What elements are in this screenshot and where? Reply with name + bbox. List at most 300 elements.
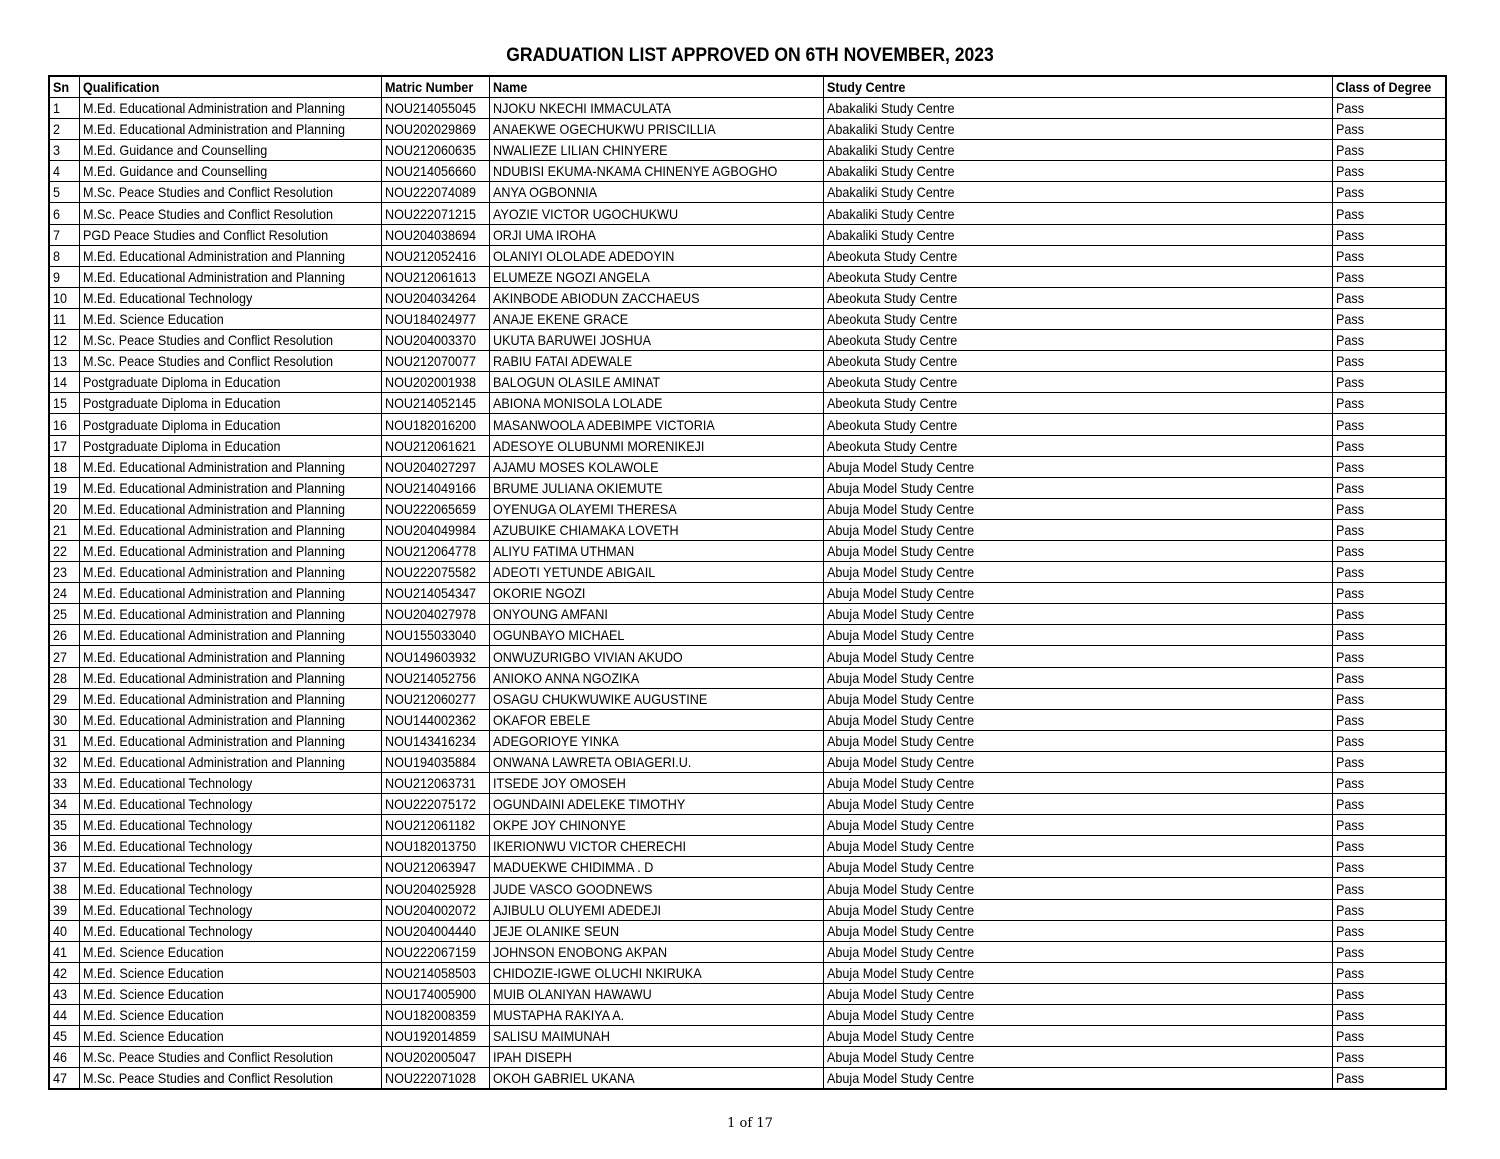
cell-name: RABIU FATAI ADEWALE [489,351,823,372]
cell-class-of-degree: Pass [1332,709,1446,730]
table-row [49,667,1446,688]
cell-study-centre: Abakaliki Study Centre [823,182,1332,203]
cell-class-of-degree: Pass [1332,751,1446,772]
table-row [49,604,1446,625]
table-row [49,646,1446,667]
cell-qualification: Postgraduate Diploma in Education [79,414,381,435]
cell-name: NWALIEZE LILIAN CHINYERE [489,140,823,161]
cell-sn: 37 [49,857,79,878]
table-row [49,1047,1446,1068]
table-row [49,287,1446,308]
cell-sn: 1 [49,98,79,119]
cell-class-of-degree: Pass [1332,119,1446,140]
cell-class-of-degree: Pass [1332,477,1446,498]
cell-class-of-degree: Pass [1332,245,1446,266]
cell-class-of-degree: Pass [1332,941,1446,962]
cell-class-of-degree: Pass [1332,794,1446,815]
cell-sn: 25 [49,604,79,625]
cell-name: ALIYU FATIMA UTHMAN [489,540,823,561]
cell-name: OYENUGA OLAYEMI THERESA [489,498,823,519]
cell-sn: 9 [49,266,79,287]
cell-name: BRUME JULIANA OKIEMUTE [489,477,823,498]
cell-class-of-degree: Pass [1332,1005,1446,1026]
cell-sn: 26 [49,625,79,646]
cell-matric-number: NOU214055045 [381,98,489,119]
cell-class-of-degree: Pass [1332,773,1446,794]
table-row [49,1068,1446,1090]
cell-qualification: M.Ed. Educational Administration and Planning [79,245,381,266]
page-number: 1 of 17 [727,1116,773,1131]
cell-name: AZUBUIKE CHIAMAKA LOVETH [489,519,823,540]
cell-study-centre: Abuja Model Study Centre [823,730,1332,751]
cell-matric-number: NOU194035884 [381,751,489,772]
cell-name: MUIB OLANIYAN HAWAWU [489,983,823,1004]
cell-study-centre: Abuja Model Study Centre [823,646,1332,667]
cell-class-of-degree: Pass [1332,519,1446,540]
cell-sn: 44 [49,1005,79,1026]
table-row [49,372,1446,393]
cell-sn: 24 [49,583,79,604]
cell-matric-number: NOU192014859 [381,1026,489,1047]
cell-sn: 28 [49,667,79,688]
cell-study-centre: Abakaliki Study Centre [823,203,1332,224]
cell-qualification: M.Ed. Science Education [79,1026,381,1047]
table-row [49,773,1446,794]
column-header-sn: Sn [49,76,79,98]
column-header-name: Name [489,76,823,98]
cell-study-centre: Abuja Model Study Centre [823,667,1332,688]
column-header-study-centre: Study Centre [823,76,1332,98]
cell-name: MUSTAPHA RAKIYA A. [489,1005,823,1026]
cell-name: OKOH GABRIEL UKANA [489,1068,823,1090]
cell-matric-number: NOU214058503 [381,962,489,983]
cell-qualification: M.Ed. Educational Administration and Planning [79,709,381,730]
table-row [49,519,1446,540]
cell-sn: 5 [49,182,79,203]
cell-study-centre: Abeokuta Study Centre [823,393,1332,414]
cell-study-centre: Abuja Model Study Centre [823,583,1332,604]
cell-matric-number: NOU174005900 [381,983,489,1004]
cell-matric-number: NOU202029869 [381,119,489,140]
cell-name: ONWUZURIGBO VIVIAN AKUDO [489,646,823,667]
table-row [49,857,1446,878]
cell-qualification: M.Ed. Educational Administration and Planning [79,498,381,519]
cell-name: SALISU MAIMUNAH [489,1026,823,1047]
cell-sn: 20 [49,498,79,519]
cell-sn: 3 [49,140,79,161]
cell-study-centre: Abuja Model Study Centre [823,962,1332,983]
cell-matric-number: NOU222074089 [381,182,489,203]
table-row [49,540,1446,561]
cell-study-centre: Abuja Model Study Centre [823,1068,1332,1090]
cell-sn: 23 [49,562,79,583]
cell-class-of-degree: Pass [1332,203,1446,224]
cell-name: AJAMU MOSES KOLAWOLE [489,456,823,477]
cell-study-centre: Abuja Model Study Centre [823,625,1332,646]
table-row [49,941,1446,962]
cell-class-of-degree: Pass [1332,583,1446,604]
cell-matric-number: NOU212060277 [381,688,489,709]
cell-class-of-degree: Pass [1332,308,1446,329]
table-row [49,98,1446,119]
cell-name: ABIONA MONISOLA LOLADE [489,393,823,414]
cell-sn: 35 [49,815,79,836]
cell-qualification: M.Ed. Educational Technology [79,878,381,899]
cell-matric-number: NOU149603932 [381,646,489,667]
cell-qualification: M.Ed. Educational Technology [79,899,381,920]
cell-class-of-degree: Pass [1332,161,1446,182]
table-row [49,351,1446,372]
cell-name: OLANIYI OLOLADE ADEDOYIN [489,245,823,266]
cell-qualification: M.Ed. Educational Administration and Planning [79,646,381,667]
cell-sn: 40 [49,920,79,941]
cell-qualification: M.Sc. Peace Studies and Conflict Resolution [79,203,381,224]
cell-class-of-degree: Pass [1332,224,1446,245]
cell-name: ITSEDE JOY OMOSEH [489,773,823,794]
table-row [49,920,1446,941]
cell-matric-number: NOU212063731 [381,773,489,794]
cell-qualification: M.Sc. Peace Studies and Conflict Resolution [79,351,381,372]
cell-name: AKINBODE ABIODUN ZACCHAEUS [489,287,823,308]
cell-name: OKORIE NGOZI [489,583,823,604]
cell-sn: 19 [49,477,79,498]
cell-study-centre: Abuja Model Study Centre [823,477,1332,498]
cell-name: JEJE OLANIKE SEUN [489,920,823,941]
cell-sn: 13 [49,351,79,372]
cell-qualification: M.Ed. Science Education [79,308,381,329]
cell-class-of-degree: Pass [1332,1047,1446,1068]
table-row [49,730,1446,751]
cell-qualification: M.Sc. Peace Studies and Conflict Resolution [79,330,381,351]
column-header-class-of-degree: Class of Degree [1332,76,1446,98]
cell-qualification: M.Ed. Educational Administration and Planning [79,540,381,561]
cell-class-of-degree: Pass [1332,815,1446,836]
cell-qualification: M.Ed. Educational Technology [79,920,381,941]
cell-matric-number: NOU202005047 [381,1047,489,1068]
cell-sn: 33 [49,773,79,794]
cell-matric-number: NOU204027297 [381,456,489,477]
cell-qualification: M.Ed. Science Education [79,983,381,1004]
cell-class-of-degree: Pass [1332,414,1446,435]
cell-sn: 17 [49,435,79,456]
cell-matric-number: NOU204038694 [381,224,489,245]
table-row [49,245,1446,266]
cell-sn: 18 [49,456,79,477]
cell-study-centre: Abeokuta Study Centre [823,351,1332,372]
cell-qualification: M.Ed. Educational Administration and Planning [79,456,381,477]
table-row [49,794,1446,815]
cell-name: OGUNBAYO MICHAEL [489,625,823,646]
cell-name: ANYA OGBONNIA [489,182,823,203]
cell-qualification: M.Ed. Educational Technology [79,815,381,836]
cell-class-of-degree: Pass [1332,878,1446,899]
cell-qualification: M.Ed. Educational Administration and Planning [79,98,381,119]
table-row [49,562,1446,583]
cell-study-centre: Abuja Model Study Centre [823,456,1332,477]
column-header-matric-number: Matric Number [381,76,489,98]
cell-study-centre: Abuja Model Study Centre [823,836,1332,857]
cell-qualification: M.Ed. Educational Technology [79,857,381,878]
table-row [49,498,1446,519]
cell-qualification: M.Ed. Educational Technology [79,773,381,794]
table-row [49,266,1446,287]
cell-class-of-degree: Pass [1332,372,1446,393]
cell-sn: 14 [49,372,79,393]
table-row [49,435,1446,456]
cell-study-centre: Abuja Model Study Centre [823,540,1332,561]
cell-qualification: Postgraduate Diploma in Education [79,372,381,393]
table-row [49,1026,1446,1047]
cell-qualification: M.Sc. Peace Studies and Conflict Resolution [79,1047,381,1068]
cell-qualification: M.Sc. Peace Studies and Conflict Resolution [79,182,381,203]
cell-study-centre: Abuja Model Study Centre [823,941,1332,962]
cell-matric-number: NOU222075582 [381,562,489,583]
table-row [49,962,1446,983]
cell-name: ADEGORIOYE YINKA [489,730,823,751]
table-row [49,878,1446,899]
cell-qualification: Postgraduate Diploma in Education [79,393,381,414]
cell-sn: 21 [49,519,79,540]
cell-study-centre: Abuja Model Study Centre [823,604,1332,625]
cell-sn: 22 [49,540,79,561]
cell-qualification: M.Ed. Educational Technology [79,794,381,815]
cell-name: ELUMEZE NGOZI ANGELA [489,266,823,287]
table-row [49,836,1446,857]
cell-matric-number: NOU202001938 [381,372,489,393]
cell-study-centre: Abuja Model Study Centre [823,983,1332,1004]
table-row [49,688,1446,709]
cell-matric-number: NOU182016200 [381,414,489,435]
table-row [49,1005,1446,1026]
cell-sn: 16 [49,414,79,435]
cell-qualification: M.Ed. Educational Administration and Planning [79,604,381,625]
cell-class-of-degree: Pass [1332,351,1446,372]
cell-matric-number: NOU182013750 [381,836,489,857]
cell-qualification: M.Sc. Peace Studies and Conflict Resolution [79,1068,381,1090]
cell-matric-number: NOU222075172 [381,794,489,815]
cell-sn: 42 [49,962,79,983]
cell-name: ORJI UMA IROHA [489,224,823,245]
cell-sn: 39 [49,899,79,920]
cell-qualification: M.Ed. Educational Administration and Planning [79,562,381,583]
cell-class-of-degree: Pass [1332,646,1446,667]
cell-study-centre: Abuja Model Study Centre [823,857,1332,878]
cell-name: IKERIONWU VICTOR CHERECHI [489,836,823,857]
cell-sn: 11 [49,308,79,329]
cell-matric-number: NOU214056660 [381,161,489,182]
table-row [49,456,1446,477]
cell-matric-number: NOU204049984 [381,519,489,540]
cell-study-centre: Abuja Model Study Centre [823,1005,1332,1026]
cell-sn: 10 [49,287,79,308]
cell-qualification: M.Ed. Educational Administration and Planning [79,730,381,751]
table-header-row [49,76,1446,98]
cell-qualification: M.Ed. Educational Administration and Planning [79,583,381,604]
table-row [49,625,1446,646]
cell-class-of-degree: Pass [1332,266,1446,287]
cell-qualification: M.Ed. Educational Administration and Planning [79,519,381,540]
cell-name: MADUEKWE CHIDIMMA . D [489,857,823,878]
table-row [49,203,1446,224]
cell-name: ANAEKWE OGECHUKWU PRISCILLIA [489,119,823,140]
cell-name: OKPE JOY CHINONYE [489,815,823,836]
cell-study-centre: Abakaliki Study Centre [823,224,1332,245]
table-row [49,182,1446,203]
cell-matric-number: NOU144002362 [381,709,489,730]
cell-name: OKAFOR EBELE [489,709,823,730]
cell-name: BALOGUN OLASILE AMINAT [489,372,823,393]
cell-study-centre: Abuja Model Study Centre [823,751,1332,772]
cell-sn: 43 [49,983,79,1004]
cell-matric-number: NOU155033040 [381,625,489,646]
cell-class-of-degree: Pass [1332,182,1446,203]
cell-name: NJOKU NKECHI IMMACULATA [489,98,823,119]
cell-name: ADEOTI YETUNDE ABIGAIL [489,562,823,583]
cell-study-centre: Abeokuta Study Centre [823,245,1332,266]
cell-sn: 47 [49,1068,79,1090]
cell-study-centre: Abuja Model Study Centre [823,773,1332,794]
cell-matric-number: NOU214052756 [381,667,489,688]
cell-matric-number: NOU212052416 [381,245,489,266]
cell-class-of-degree: Pass [1332,899,1446,920]
cell-study-centre: Abeokuta Study Centre [823,308,1332,329]
cell-study-centre: Abuja Model Study Centre [823,920,1332,941]
cell-sn: 6 [49,203,79,224]
cell-matric-number: NOU212063947 [381,857,489,878]
cell-matric-number: NOU182008359 [381,1005,489,1026]
cell-study-centre: Abeokuta Study Centre [823,414,1332,435]
cell-sn: 8 [49,245,79,266]
cell-sn: 41 [49,941,79,962]
cell-study-centre: Abakaliki Study Centre [823,161,1332,182]
cell-sn: 27 [49,646,79,667]
cell-matric-number: NOU222071028 [381,1068,489,1090]
cell-qualification: M.Ed. Educational Administration and Planning [79,667,381,688]
cell-class-of-degree: Pass [1332,1068,1446,1090]
cell-sn: 45 [49,1026,79,1047]
cell-matric-number: NOU212060635 [381,140,489,161]
cell-class-of-degree: Pass [1332,962,1446,983]
cell-name: ADESOYE OLUBUNMI MORENIKEJI [489,435,823,456]
cell-matric-number: NOU204025928 [381,878,489,899]
cell-qualification: M.Ed. Science Education [79,962,381,983]
table-row [49,140,1446,161]
cell-study-centre: Abuja Model Study Centre [823,899,1332,920]
cell-name: UKUTA BARUWEI JOSHUA [489,330,823,351]
cell-class-of-degree: Pass [1332,667,1446,688]
cell-sn: 31 [49,730,79,751]
cell-matric-number: NOU212070077 [381,351,489,372]
cell-sn: 7 [49,224,79,245]
cell-class-of-degree: Pass [1332,456,1446,477]
table-row [49,899,1446,920]
cell-study-centre: Abakaliki Study Centre [823,98,1332,119]
table-row [49,393,1446,414]
cell-matric-number: NOU204004440 [381,920,489,941]
cell-qualification: Postgraduate Diploma in Education [79,435,381,456]
cell-class-of-degree: Pass [1332,688,1446,709]
cell-study-centre: Abeokuta Study Centre [823,372,1332,393]
cell-class-of-degree: Pass [1332,540,1446,561]
cell-name: ANAJE EKENE GRACE [489,308,823,329]
cell-qualification: M.Ed. Educational Administration and Planning [79,625,381,646]
cell-class-of-degree: Pass [1332,140,1446,161]
cell-sn: 12 [49,330,79,351]
table-row [49,161,1446,182]
table-row [49,815,1446,836]
cell-study-centre: Abakaliki Study Centre [823,140,1332,161]
cell-matric-number: NOU222071215 [381,203,489,224]
cell-name: AJIBULU OLUYEMI ADEDEJI [489,899,823,920]
cell-study-centre: Abeokuta Study Centre [823,266,1332,287]
cell-study-centre: Abakaliki Study Centre [823,119,1332,140]
cell-sn: 4 [49,161,79,182]
cell-class-of-degree: Pass [1332,287,1446,308]
cell-name: AYOZIE VICTOR UGOCHUKWU [489,203,823,224]
cell-name: ONYOUNG AMFANI [489,604,823,625]
cell-matric-number: NOU184024977 [381,308,489,329]
cell-sn: 15 [49,393,79,414]
cell-class-of-degree: Pass [1332,330,1446,351]
cell-study-centre: Abuja Model Study Centre [823,519,1332,540]
cell-qualification: M.Ed. Educational Technology [79,287,381,308]
cell-qualification: M.Ed. Educational Administration and Planning [79,751,381,772]
cell-class-of-degree: Pass [1332,730,1446,751]
cell-qualification: M.Ed. Educational Administration and Planning [79,266,381,287]
cell-matric-number: NOU204002072 [381,899,489,920]
table-row [49,583,1446,604]
cell-qualification: M.Ed. Educational Administration and Planning [79,688,381,709]
cell-qualification: M.Ed. Science Education [79,941,381,962]
cell-matric-number: NOU212061182 [381,815,489,836]
cell-name: ANIOKO ANNA NGOZIKA [489,667,823,688]
cell-name: MASANWOOLA ADEBIMPE VICTORIA [489,414,823,435]
cell-matric-number: NOU214049166 [381,477,489,498]
cell-name: OSAGU CHUKWUWIKE AUGUSTINE [489,688,823,709]
cell-matric-number: NOU214052145 [381,393,489,414]
cell-sn: 38 [49,878,79,899]
cell-qualification: PGD Peace Studies and Conflict Resolution [79,224,381,245]
cell-study-centre: Abuja Model Study Centre [823,1026,1332,1047]
cell-matric-number: NOU212061621 [381,435,489,456]
cell-name: OGUNDAINI ADELEKE TIMOTHY [489,794,823,815]
cell-qualification: M.Ed. Guidance and Counselling [79,140,381,161]
cell-name: IPAH DISEPH [489,1047,823,1068]
cell-class-of-degree: Pass [1332,435,1446,456]
cell-matric-number: NOU212064778 [381,540,489,561]
cell-matric-number: NOU222067159 [381,941,489,962]
cell-study-centre: Abuja Model Study Centre [823,1047,1332,1068]
cell-qualification: M.Ed. Guidance and Counselling [79,161,381,182]
cell-class-of-degree: Pass [1332,498,1446,519]
cell-study-centre: Abuja Model Study Centre [823,794,1332,815]
cell-class-of-degree: Pass [1332,393,1446,414]
cell-study-centre: Abuja Model Study Centre [823,688,1332,709]
cell-matric-number: NOU212061613 [381,266,489,287]
page-title: GRADUATION LIST APPROVED ON 6TH NOVEMBER, 2023 [506,44,994,66]
cell-qualification: M.Ed. Science Education [79,1005,381,1026]
cell-class-of-degree: Pass [1332,1026,1446,1047]
table-row [49,983,1446,1004]
cell-matric-number: NOU143416234 [381,730,489,751]
cell-name: JUDE VASCO GOODNEWS [489,878,823,899]
cell-study-centre: Abuja Model Study Centre [823,498,1332,519]
table-row [49,224,1446,245]
cell-class-of-degree: Pass [1332,604,1446,625]
table-row [49,477,1446,498]
cell-name: NDUBISI EKUMA-NKAMA CHINENYE AGBOGHO [489,161,823,182]
cell-class-of-degree: Pass [1332,98,1446,119]
